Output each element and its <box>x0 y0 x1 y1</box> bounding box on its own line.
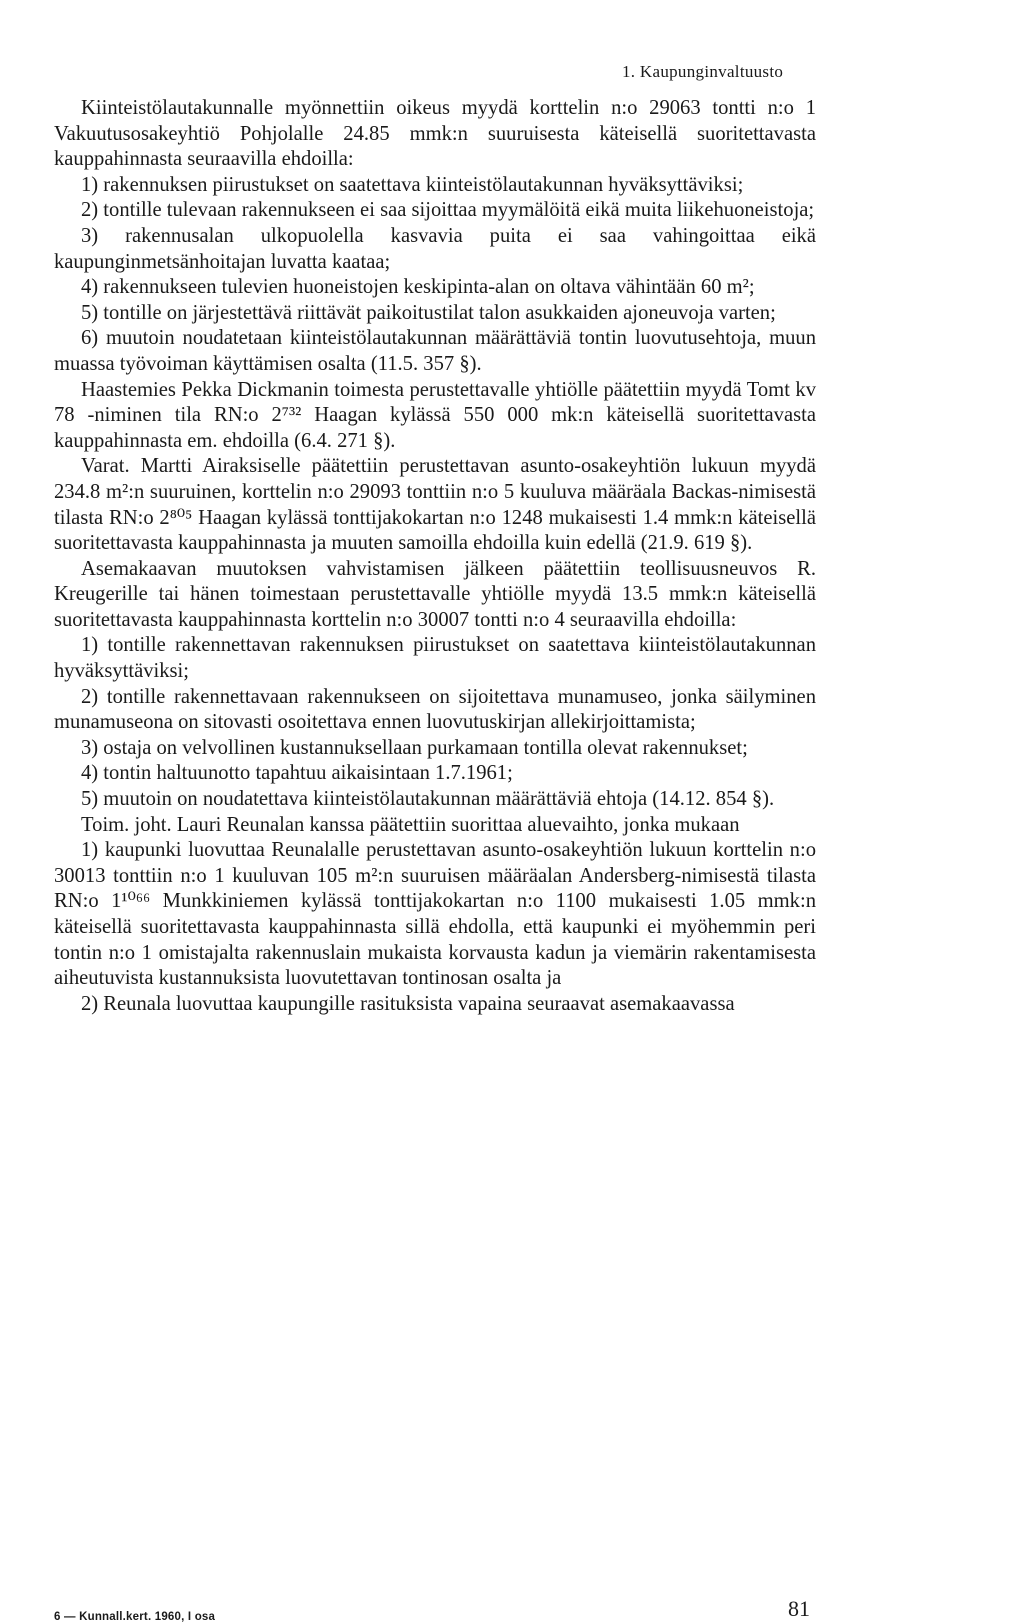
body-text <box>54 96 816 1017</box>
paragraph: 4) rakennukseen tulevien huoneistojen keskipinta-alan on oltava vähintään 60 m²; <box>81 276 755 299</box>
paragraph: 6) muutoin noudatetaan kiinteistölautakunnan määrättäviä tontin luovutusehtoja, muun muassa työvoiman käyttämisen osalta (11.5. 357 §). <box>54 327 816 375</box>
footer-signature: 6 — Kunnall.kert. 1960, I osa <box>54 1611 216 1623</box>
paragraph: Asemakaavan muutoksen vahvistamisen jälkeen päätettiin teollisuusneuvos R. Kreugerille tai hänen toimestaan perustettavalle yhtiölle myydä 13.5 mmk:n käteisellä suoritettavasta kauppahinnasta korttelin n:o 30007 tontti n:o 4 seuraavilla ehdoilla: <box>54 557 816 631</box>
paragraph: 1) tontille rakennettavan rakennuksen piirustukset on saatettava kiinteistölautakunnan hyväksyttäviksi; <box>54 634 816 683</box>
paragraph: Toim. joht. Lauri Reunalan kanssa päätettiin suorittaa aluevaihto, jonka mukaan <box>81 813 740 836</box>
paragraph: Haastemies Pekka Dickmanin toimesta perustettavalle yhtiölle päätettiin myydä Tomt kv 78 -niminen tila RN:o 2⁷³² Haagan kylässä 550 000 mk:n käteisellä suoritettavasta kauppahinnasta em. ehdoilla (6.4. 271 §). <box>54 378 816 452</box>
paragraph: 1) rakennuksen piirustukset on saatettava kiinteistölautakunnan hyväksyttäviksi; <box>81 173 744 196</box>
paragraph: 2) Reunala luovuttaa kaupungille rasituksista vapaina seuraavat asemakaavassa <box>81 992 735 1015</box>
paragraph: 5) muutoin on noudatettava kiinteistölautakunnan määrättäviä ehtoja (14.12. 854 §). <box>81 788 775 811</box>
paragraph: 2) tontille tulevaan rakennukseen ei saa sijoittaa myymälöitä eikä muita liikehuoneistoja; <box>81 199 815 222</box>
paragraph: 5) tontille on järjestettävä riittävät paikoitustilat talon asukkaiden ajoneuvoja varten; <box>81 301 776 324</box>
page-number: 81 <box>788 1596 810 1621</box>
paragraph: Kiinteistölautakunnalle myönnettiin oikeus myydä korttelin n:o 29063 tontti n:o 1 Vakuutusosakeyhtiö Pohjolalle 24.85 mmk:n suuruisesta käteisellä suoritettavasta kauppahinnasta seuraavilla ehdoilla: <box>54 97 816 171</box>
running-header: 1. Kaupunginvaltuusto <box>622 62 784 81</box>
paragraph: 3) rakennusalan ulkopuolella kasvavia puita ei saa vahingoittaa eikä kaupunginmetsänhoitajan luvatta kaataa; <box>54 224 816 273</box>
paragraph: 3) ostaja on velvollinen kustannuksellaan purkamaan tontilla olevat rakennukset; <box>81 736 748 759</box>
paragraph: Varat. Martti Airaksiselle päätettiin perustettavan asunto-osakeyhtiön lukuun myydä 234.8 m²:n suuruinen, korttelin n:o 29093 tonttiin n:o 5 kuuluva määräala Backas-nimisestä tilasta RN:o 2⁸⁰⁵ Haagan kylässä tonttijakokartan n:o 1248 mukaisesti 1.4 mmk:n käteisellä suoritettavasta kauppahinnasta ja muuten samoilla ehdoilla kuin edellä (21.9. 619 §). <box>54 455 816 555</box>
paragraph: 1) kaupunki luovuttaa Reunalalle perustettavan asunto-osakeyhtiön lukuun korttelin n:o 30013 tonttiin n:o 1 kuuluvan 105 m²:n suuruisen määräalan Andersberg-nimisestä tilasta RN:o 1¹⁰⁶⁶ Munkkiniemen kylässä tonttijakokartan n:o 1100 mukaisesti 1.05 mmk:n käteisellä suoritettavasta kauppahinnasta sillä ehdolla, että kaupunki ei myöhemmin peri tontin n:o 1 omistajalta rakennuslain mukaista korvausta kadun ja viemärin rakentamisesta aiheutuvista kustannuksista luovutettavan tontinosan osalta ja <box>54 839 816 990</box>
paragraph: 4) tontin haltuunotto tapahtuu aikaisintaan 1.7.1961; <box>81 762 513 785</box>
paragraph: 2) tontille rakennettavaan rakennukseen on sijoitettava munamuseo, jonka säilyminen munamuseona on sitovasti osoitettava ennen luovutuskirjan allekirjoittamista; <box>54 685 816 734</box>
